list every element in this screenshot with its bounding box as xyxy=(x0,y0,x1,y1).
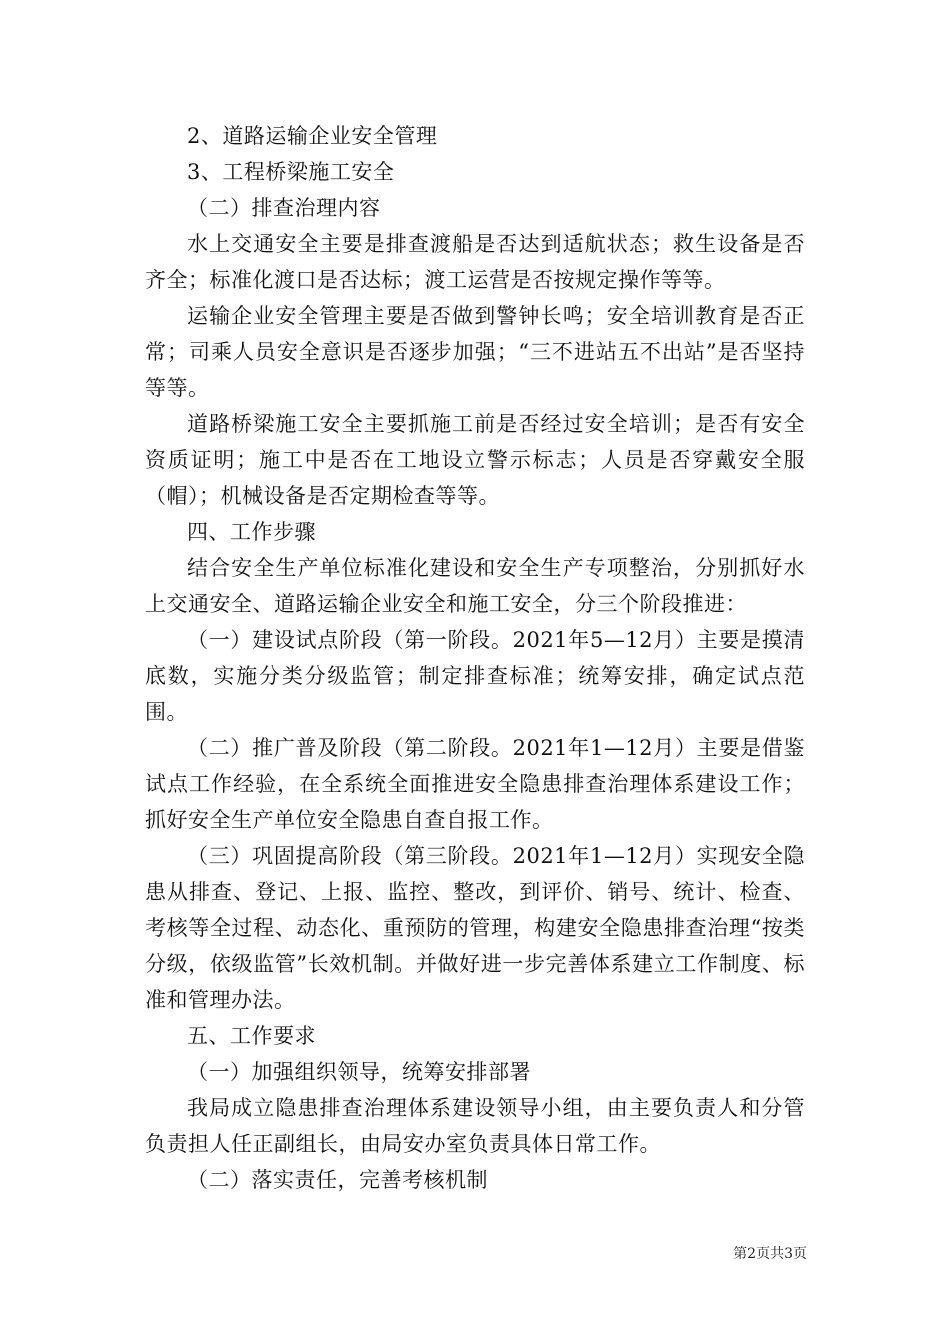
paragraph-1: 2、道路运输企业安全管理 xyxy=(187,124,438,148)
paragraph-15: （二）落实责任，完善考核机制 xyxy=(187,1168,488,1192)
paragraph-14: 我局成立隐患排查治理体系建设领导小组，由主要负责人和分管负责担人任正副组长，由局安办室负责具体日常工作。 xyxy=(145,1096,805,1156)
paragraph-6: 道路桥梁施工安全主要抓施工前是否经过安全培训；是否有安全资质证明；施工中是否在工地设立警示标志；人员是否穿戴安全服（帽）；机械设备是否定期检查等等。 xyxy=(145,412,805,508)
paragraph-4: 水上交通安全主要是排查渡船是否达到适航状态；救生设备是否齐全；标准化渡口是否达标；渡工运营是否按规定操作等等。 xyxy=(145,232,805,292)
document-body xyxy=(145,118,805,1198)
paragraph-5: 运输企业安全管理主要是否做到警钟长鸣；安全培训教育是否正常；司乘人员安全意识是否逐步加强；“三不进站五不出站”是否坚持等等。 xyxy=(145,304,805,400)
paragraph-12: 五、工作要求 xyxy=(187,1024,316,1048)
paragraph-9: （一）建设试点阶段（第一阶段。2021年5—12月）主要是摸清底数，实施分类分级监管；制定排查标准；统筹安排，确定试点范围。 xyxy=(145,628,805,724)
paragraph-7: 四、工作步骤 xyxy=(187,520,316,544)
paragraph-11: （三）巩固提高阶段（第三阶段。2021年1—12月）实现安全隐患从排查、登记、上报、监控、整改，到评价、销号、统计、检查、考核等全过程、动态化、重预防的管理，构建安全隐患排查治理“按类分级，依级监管”长效机制。并做好进一步完善体系建立工作制度、标准和管理办法。 xyxy=(145,844,805,1012)
paragraph-13: （一）加强组织领导，统筹安排部署 xyxy=(187,1060,531,1084)
paragraph-3: （二）排查治理内容 xyxy=(187,196,381,220)
paragraph-10: （二）推广普及阶段（第二阶段。2021年1—12月）主要是借鉴试点工作经验，在全系统全面推进安全隐患排查治理体系建设工作；抓好安全生产单位安全隐患自查自报工作。 xyxy=(145,736,805,832)
page-number: 第2页共3页 xyxy=(733,1246,807,1262)
paragraph-2: 3、工程桥梁施工安全 xyxy=(187,160,395,184)
paragraph-8: 结合安全生产单位标准化建设和安全生产专项整治，分别抓好水上交通安全、道路运输企业安全和施工安全，分三个阶段推进： xyxy=(145,556,805,616)
